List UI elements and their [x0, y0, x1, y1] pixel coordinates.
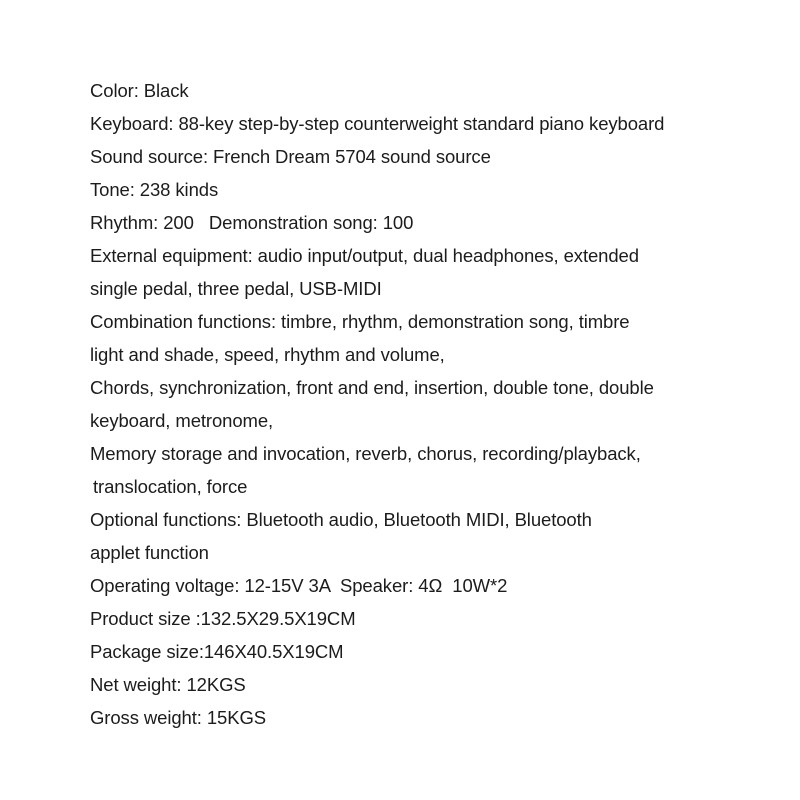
spec-sound-source: Sound source: French Dream 5704 sound source	[90, 146, 491, 167]
spec-chords-cont: keyboard, metronome,	[90, 410, 274, 431]
spec-sheet	[90, 74, 770, 734]
spec-product-size: Product size :132.5X29.5X19CM	[90, 608, 356, 629]
spec-rhythm-demo: Rhythm: 200 Demonstration song: 100	[90, 212, 414, 233]
spec-tone: Tone: 238 kinds	[90, 179, 219, 200]
spec-gross-weight: Gross weight: 15KGS	[90, 707, 266, 728]
spec-external-equipment-cont: single pedal, three pedal, USB-MIDI	[90, 278, 382, 299]
spec-optional-functions: Optional functions: Bluetooth audio, Bluetooth MIDI, Bluetooth	[90, 509, 592, 530]
spec-keyboard: Keyboard: 88-key step-by-step counterweight standard piano keyboard	[90, 113, 665, 134]
spec-package-size: Package size:146X40.5X19CM	[90, 641, 344, 662]
spec-memory-storage: Memory storage and invocation, reverb, chorus, recording/playback,	[90, 443, 641, 464]
spec-color: Color: Black	[90, 80, 189, 101]
spec-operating-voltage: Operating voltage: 12-15V 3A Speaker: 4Ω 10W*2	[90, 575, 508, 596]
spec-external-equipment: External equipment: audio input/output, dual headphones, extended	[90, 245, 639, 266]
spec-chords: Chords, synchronization, front and end, insertion, double tone, double	[90, 377, 654, 398]
spec-memory-storage-cont: translocation, force	[93, 476, 248, 497]
spec-optional-functions-cont: applet function	[90, 542, 209, 563]
spec-combination-functions-cont: light and shade, speed, rhythm and volume,	[90, 344, 445, 365]
spec-combination-functions: Combination functions: timbre, rhythm, demonstration song, timbre	[90, 311, 630, 332]
spec-net-weight: Net weight: 12KGS	[90, 674, 246, 695]
